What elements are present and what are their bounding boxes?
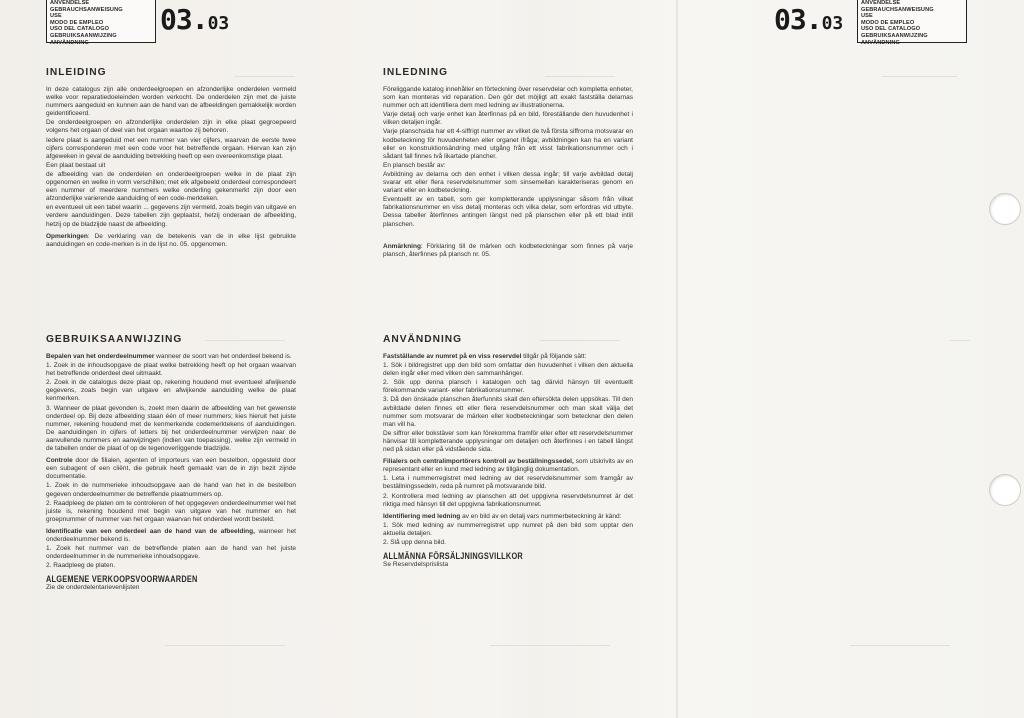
- header-line: USE: [861, 13, 873, 20]
- intro-section-dutch: [46, 67, 296, 250]
- step: 2. Raadpleeg de platen.: [46, 562, 116, 570]
- step: 1. Sök i bildregistret upp den bild som omfattar den huvudenhet i vilken den aktuella delen ingår eller med vilken den sammanhänger.: [383, 362, 633, 378]
- header-line: ANVENDELSE: [861, 0, 901, 6]
- section-heading: ANVÄNDNING: [383, 334, 463, 345]
- paragraph: de afbeelding van de onderdelen en onderdeelgroepen welke in de plaat zijn opgenomen en welke in vorm verschillen; met elk afgebeeld onderdeel correspondeert een nummer of meerdere nummers welke onderling gekenmerkt zijn door een afzonderlijke varierende aanduiding of een code-merkteken.: [46, 170, 296, 203]
- identification-paragraph: [383, 513, 633, 521]
- ident-text: av en bild av en detalj vars nummerbeteckning är känd:: [460, 512, 622, 520]
- header-line: GEBRAUCHSANWEISUNG: [50, 6, 123, 13]
- page-number-right: [774, 3, 843, 36]
- punch-hole: [989, 193, 1021, 225]
- control-label: Filialers och centralimportörers kontroll av beställningssedel,: [383, 458, 574, 466]
- sales-conditions-note: Zie de onderdelentarievenlijsten: [46, 584, 140, 592]
- step: 3. Då den önskade planschen återfunnits skall den eftersökta delen uppsökas. Till den avbildade delen finnes ett eller flera reservdelsnummer och man skall välja det nummer som motsvarar de märken eller kodbeteckningar som betecknar den delen man vill ha.: [383, 396, 633, 428]
- usage-section-dutch: [46, 334, 296, 592]
- header-line: ANVÄNDNING: [861, 39, 900, 46]
- header-line: ANVÄNDNING: [50, 39, 89, 46]
- lead-paragraph: [383, 353, 633, 361]
- lead-text: wanneer de soort van het onderdeel bekend is.: [154, 353, 292, 360]
- page-fold: [676, 0, 679, 718]
- control-text: door de filialen, agenten of importeurs van een bestelbon, opgesteld door een subagent of een cliënt, die gebruik heeft gemaakt van de in zijn bezit zijnde documentatie.: [46, 457, 296, 481]
- bleed-through-mark: [165, 645, 285, 646]
- lead-text: tillgår på följande sätt:: [521, 353, 587, 360]
- punch-hole: [989, 474, 1021, 506]
- paragraph: Iedere plaat is aangeduid met een nummer van vier cijfers, waarvan de eerste twee cijfers corresponderen met een code voor het betreffende orgaan. Hiervan kan zijn afgeweken in geval de aanduiding betrekking heeft op een overeenkomstige plaat.: [46, 136, 296, 160]
- bleed-through-mark: [490, 645, 610, 646]
- note-label: Anmärkning: [383, 242, 421, 250]
- header-line: USO DEL CATALOGO: [861, 26, 921, 33]
- section-heading: INLEDNING: [383, 67, 449, 78]
- note-text: : Förklaring till de märken och kodbeteckningar som finnes på varje plansch, återfinnes på plansch nr. 05.: [383, 242, 633, 258]
- paragraph: Een plaat bestaat uit: [46, 161, 106, 169]
- page-number-sub: 03: [821, 13, 844, 34]
- ident-text: wanneer het onderdeelnummer bekend is.: [46, 527, 296, 543]
- step: 1. Zoek in de nummerieke inhoudsopgave aan de hand van het in de bestelbon gegeven onderdeelnummer de betreffende plaatnummers op.: [46, 482, 296, 498]
- lead-label: Bepalen van het onderdeelnummer: [46, 353, 155, 360]
- paragraph: en eventueel uit een tabel waarin ... gegevens zijn vermeld, zoals begin van uitgave en verdere aanduidingen. Deze tabellen zijn geplaatst, hetzij onderaan de afbeelding, hetzij op de bladzijde naast de afbeelding.: [46, 204, 296, 228]
- paragraph: Eventuellt av en tabell, som ger kompletterande upplysningar såsom från vilket fabrikationsnummer en viss detalj monteras och vilka delar, som erfordras vid utbyte. Dessa tabeller återfinnes antingen längst ned på planschen eller på ett blad intill planschen.: [383, 196, 633, 228]
- step: 3. Wanneer de plaat gevonden is, zoekt men daarin de afbeelding van het gewenste onderdeel op. Bij deze afbeelding staan één of meer nummers; kies hieruit het juiste nummer, rekening houdend met de kenmerkende codemerktekens of aanduidingen. De aanduidingen in cijfers of letters bij het onderdeelnummer verwijzen naar de aanvullende nummers en aanwijzingen (indien van toepassing), welke zijn vermeld in de tabellen onder de plaat of op de tegenoverliggende bladzijde.: [46, 404, 296, 453]
- step: 2. Sök upp denna plansch i katalogen och tag därvid hänsyn till eventuellt förekommande variant- eller fabrikationsnummer.: [383, 379, 633, 395]
- sales-conditions-note: Se Reservdelsprislista: [383, 561, 449, 569]
- paragraph: De onderdeelgroepen en afzonderlijke onderdelen zijn in elke plaat gegroepeerd volgens het orgaan of deel van het orgaan waartoe zij behoren.: [46, 119, 296, 135]
- header-line: MODO DE EMPLEO: [50, 19, 104, 26]
- bleed-through-mark: [950, 340, 970, 341]
- step: 2. Slå upp denna bild.: [383, 538, 446, 546]
- step: 2. Raadpleeg de platen om te controleren of het opgegeven onderdeelnummer wel het juiste is, rekening houdend met begin van uitgave van het nummer en het groepnummer of nummer van het orgaan waarvan het onderdeel wordt besteld.: [46, 499, 296, 523]
- sales-conditions-title: ALGEMENE VERKOOPSVOORWAARDEN: [46, 574, 198, 585]
- step: 1. Zoek het nummer van de betreffende platen aan de hand van het juiste onderdeelnummer in de nummerieke inhoudsopgave.: [46, 545, 296, 561]
- note-text: : De verklaring van de betekenis van de in elke lijst gebruikte aanduidingen en code-merken is in de lijst no. 05. opgenomen.: [46, 232, 296, 248]
- page-number-left: [160, 3, 229, 36]
- ident-label: Identificatie van een onderdeel aan de hand van de afbeelding,: [46, 527, 255, 535]
- page-number-main: 03.: [774, 3, 822, 36]
- note: [383, 243, 633, 259]
- step: De siffror eller bokstäver som kan förekomma framför eller efter ett reservdelsnummer hänvisar till kompletterande upplysningar om detaljen och återfinnes i en tabell längst ned på sidan eller på vidstående sida.: [383, 429, 633, 454]
- step: 2. Zoek in de catalogus deze plaat op, rekening houdend met eventueel afwijkende gegevens, zoals begin van uitgave en afwijkende aanduiding welke de plaat kenmerken.: [46, 379, 296, 403]
- note: [46, 233, 296, 249]
- section-heading: GEBRUIKSAANWIJZING: [46, 334, 183, 345]
- paragraph: In deze catalogus zijn alle onderdeelgroepen en afzonderlijke onderdelen vermeld welke voor reparatiedoeleinden worden verkocht. De onderdelen zijn met de juiste nummers aangeduid en kunnen aan de hand van de afbeeldingen gemakkelijk worden geidentificeerd.: [46, 86, 296, 118]
- header-language-box-right: [857, 0, 967, 46]
- paragraph: Varje detalj och varje enhet kan återfinnas på en bild, föreställande den huvudenhet i vilken detaljen ingår.: [383, 111, 633, 127]
- control-paragraph: [383, 458, 633, 474]
- paragraph: Avbildning av delarna och den enhet i vilken dessa ingår; till varje avbildad detalj svarar ett eller flera reservdelsnummer som sinsemellan karakteriseras genom en variant eller en kodbeteckning.: [383, 170, 633, 195]
- sales-conditions-title: ALLMÄNNA FÖRSÄLJNINGSVILLKOR: [383, 551, 523, 562]
- paragraph: En plansch består av:: [383, 161, 446, 169]
- header-line: GEBRAUCHSANWEISUNG: [861, 6, 934, 13]
- note-label: Opmerkingen: [46, 232, 88, 240]
- header-line: USE: [50, 13, 62, 20]
- step: 1. Zoek in de inhoudsopgave de plaat welke betrekking heeft op het orgaan waarvan het betreffende onderdeel deel uitmaakt.: [46, 362, 296, 378]
- header-line: ANVENDELSE: [50, 0, 90, 6]
- header-language-box-left: [46, 0, 156, 46]
- header-line: USO DEL CATALOGO: [50, 26, 110, 33]
- header-line: GEBRUIKSAANWIJZING: [50, 32, 117, 39]
- bleed-through-mark: [882, 76, 957, 77]
- step: 1. Leta i nummerregistret med ledning av det reservdelsnummer som framgår av beställningssedeln, reda på numret på motsvarande bild.: [383, 475, 633, 491]
- step: 2. Kontrollera med ledning av planschen att det uppgivna reservdelsnumret är det riktiga med hänsyn till det uppgivna fabrikationsnumret.: [383, 492, 633, 508]
- page-number-sub: 03: [207, 13, 230, 34]
- control-text: som utskrivits av en representant eller en kund med ledning av tillgänglig dokumentation.: [383, 458, 633, 474]
- paragraph: Varje planschsida har ett 4-siffrigt nummer av vilket de två första siffrorna motsvarar en kodbeteckning för huvudenheten eller organet ifråga; avbildningen kan ha en variant eller en konstruktionsändring med utgång från ett visst fabrikationsnummer och i sådant fall finnes två likartade plancher.: [383, 128, 633, 160]
- ident-label: Identifiering med ledning: [383, 512, 461, 520]
- header-line: GEBRUIKSAANWIJZING: [861, 32, 928, 39]
- intro-section-swedish: [383, 67, 633, 260]
- control-paragraph: [46, 457, 296, 481]
- bleed-through-mark: [850, 645, 950, 646]
- paragraph: Föreliggande katalog innehåller en förteckning över reservdelar och kompletta enheter, som kan monteras vid reparation. Den gör det möjligt att exakt fastställa delarnas nummer och att identifiera dem med ledning av illustrationerna.: [383, 86, 633, 110]
- identification-paragraph: [46, 528, 296, 544]
- header-line: MODO DE EMPLEO: [861, 19, 915, 26]
- lead-label: Fastställande av numret på en viss reservdel: [383, 353, 522, 360]
- section-heading: INLEIDING: [46, 67, 107, 78]
- step: 1. Sök med ledning av nummerregistret upp numret på den bild som upptar den aktuella detaljen.: [383, 521, 633, 537]
- lead-paragraph: [46, 353, 296, 361]
- page-number-main: 03.: [160, 3, 208, 36]
- usage-section-swedish: [383, 334, 633, 569]
- control-label: Controle: [46, 457, 73, 465]
